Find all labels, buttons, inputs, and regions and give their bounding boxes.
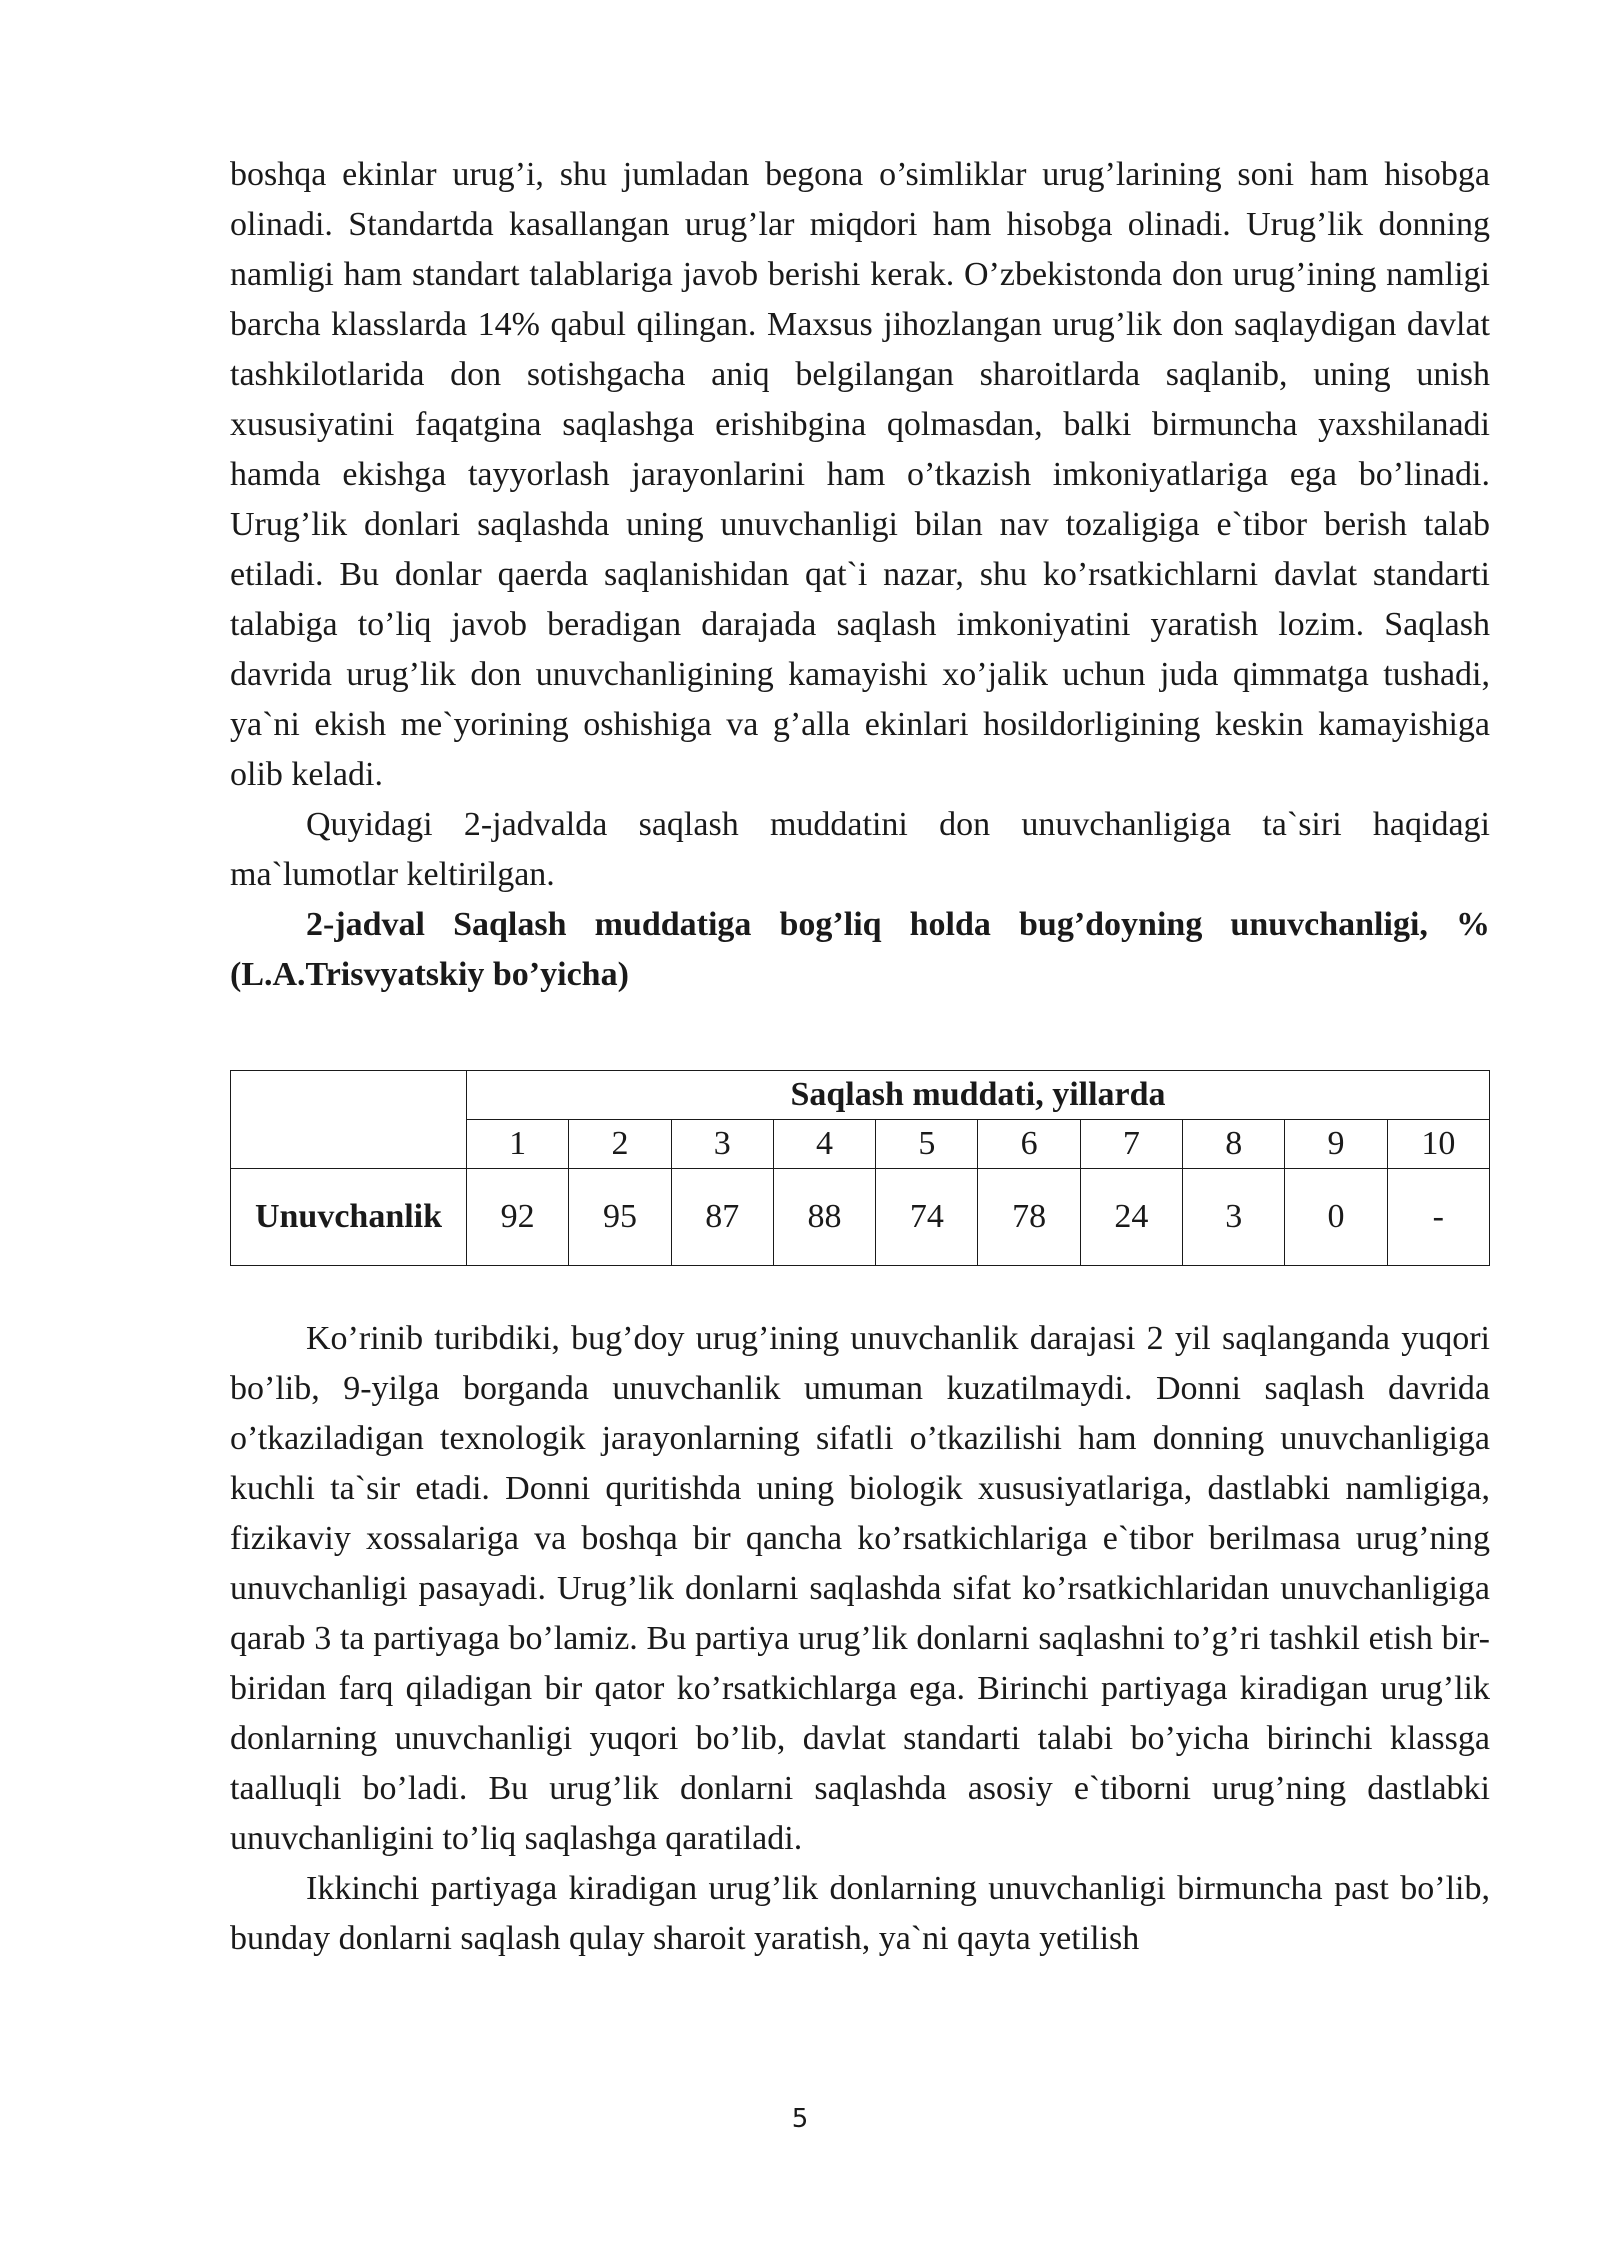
paragraph-germination-analysis: Ko’rinib turibdiki, bug’doy urug’ining unuvchanlik darajasi 2 yil saqlanganda yuqori bo’lib, 9-yilga borganda unuvchanlik umuman kuzatilmaydi. Donni saqlash davrida o’tkaziladigan texnologik jarayonlarning sifatli o’tkazilishi ham donning unuvchanligiga kuchli ta`sir etadi. Donni quritishda uning biologik xususiyatlariga, dastlabki namligiga, fizikaviy xossalariga va boshqa bir qancha ko’rsatkichlariga e`tibor berilmasa urug’ning unuvchanligi pasayadi. Urug’lik donlarni saqlashda sifat ko’rsatkichlaridan unuvchanligiga qarab 3 ta partiyaga bo’lamiz. Bu partiya urug’lik donlarni saqlashni to’g’ri tashkil etish bir-biridan farq qiladigan bir qator ko’rsatkichlarga ega. Birinchi partiyaga kiradigan urug’lik donlarning unuvchanligi yuqori bo’lib, davlat standarti talabi bo’yicha birinchi klassga taalluqli bo’ladi. Bu urug’lik donlarni saqlashda asosiy e`tiborni urug’ning dastlabki unuvchanligini to’liq saqlashga qaratiladi. bbox=[230, 1320, 1490, 1857]
table-year-cell: 6 bbox=[978, 1120, 1080, 1169]
table-year-cell: 1 bbox=[467, 1120, 569, 1169]
table-year-cell: 2 bbox=[569, 1120, 671, 1169]
table-year-cell: 7 bbox=[1080, 1120, 1182, 1169]
table-value-cell: 24 bbox=[1080, 1169, 1182, 1266]
paragraph-table-intro: Quyidagi 2-jadvalda saqlash muddatini don unuvchanligiga ta`siri haqidagi ma`lumotlar keltirilgan. bbox=[230, 806, 1490, 893]
page-number: 5 bbox=[791, 2104, 809, 2134]
table-value-cell: 74 bbox=[876, 1169, 978, 1266]
table-value-cell: - bbox=[1387, 1169, 1489, 1266]
table-group-header: Saqlash muddati, yillarda bbox=[467, 1071, 1490, 1120]
table-year-cell: 3 bbox=[671, 1120, 773, 1169]
page-content bbox=[230, 150, 1490, 1964]
table-year-cell: 9 bbox=[1285, 1120, 1387, 1169]
table-year-cell: 10 bbox=[1387, 1120, 1489, 1169]
table-empty-corner bbox=[231, 1071, 467, 1169]
table-year-cell: 8 bbox=[1183, 1120, 1285, 1169]
table-caption: 2-jadval Saqlash muddatiga bog’liq holda bug’doyning unuvchanligi, % (L.A.Trisvyatskiy bo’yicha) bbox=[230, 906, 1490, 993]
table-value-cell: 78 bbox=[978, 1169, 1080, 1266]
paragraph-seed-standards: boshqa ekinlar urug’i, shu jumladan begona o’simliklar urug’larining soni ham hisobga olinadi. Standartda kasallangan urug’lar miqdori ham hisobga olinadi. Urug’lik donning namligi ham standart talablariga javob berishi kerak. O’zbekistonda don urug’ining namligi barcha klasslarda 14% qabul qilingan. Maxsus jihozlangan urug’lik don saqlaydigan davlat tashkilotlarida don sotishgacha aniq belgilangan sharoitlarda saqlanib, uning unish xususiyatini faqatgina saqlashga erishibgina qolmasdan, balki birmuncha yaxshilanadi hamda ekishga tayyorlash jarayonlarini ham o’tkazish imkoniyatlariga ega bo’linadi. Urug’lik donlari saqlashda uning unuvchanligi bilan nav tozaligiga e`tibor berish talab etiladi. Bu donlar qaerda saqlanishidan qat`i nazar, shu ko’rsatkichlarni davlat standarti talabiga to’liq javob beradigan darajada saqlash imkoniyatini yaratish lozim. Saqlash davrida urug’lik don unuvchanligining kamayishi xo’jalik uchun juda qimmatga tushadi, ya`ni ekish me`yorining oshishiga va g’alla ekinlari hosildorligining keskin kamayishiga olib keladi. bbox=[230, 156, 1490, 793]
table-row-label: Unuvchanlik bbox=[231, 1169, 467, 1266]
paragraph-second-batch: Ikkinchi partiyaga kiradigan urug’lik donlarning unuvchanligi birmuncha past bo’lib, bunday donlarni saqlash qulay sharoit yaratish, ya`ni qayta yetilish bbox=[230, 1870, 1490, 1957]
table-value-cell: 95 bbox=[569, 1169, 671, 1266]
table-value-cell: 3 bbox=[1183, 1169, 1285, 1266]
table-value-cell: 92 bbox=[467, 1169, 569, 1266]
germination-table bbox=[230, 1070, 1490, 1266]
table-header-row bbox=[231, 1071, 1490, 1120]
germination-table-wrapper bbox=[230, 1070, 1490, 1266]
table-year-cell: 4 bbox=[773, 1120, 875, 1169]
table-values-row bbox=[231, 1169, 1490, 1266]
table-value-cell: 0 bbox=[1285, 1169, 1387, 1266]
table-value-cell: 87 bbox=[671, 1169, 773, 1266]
table-year-cell: 5 bbox=[876, 1120, 978, 1169]
table-value-cell: 88 bbox=[773, 1169, 875, 1266]
